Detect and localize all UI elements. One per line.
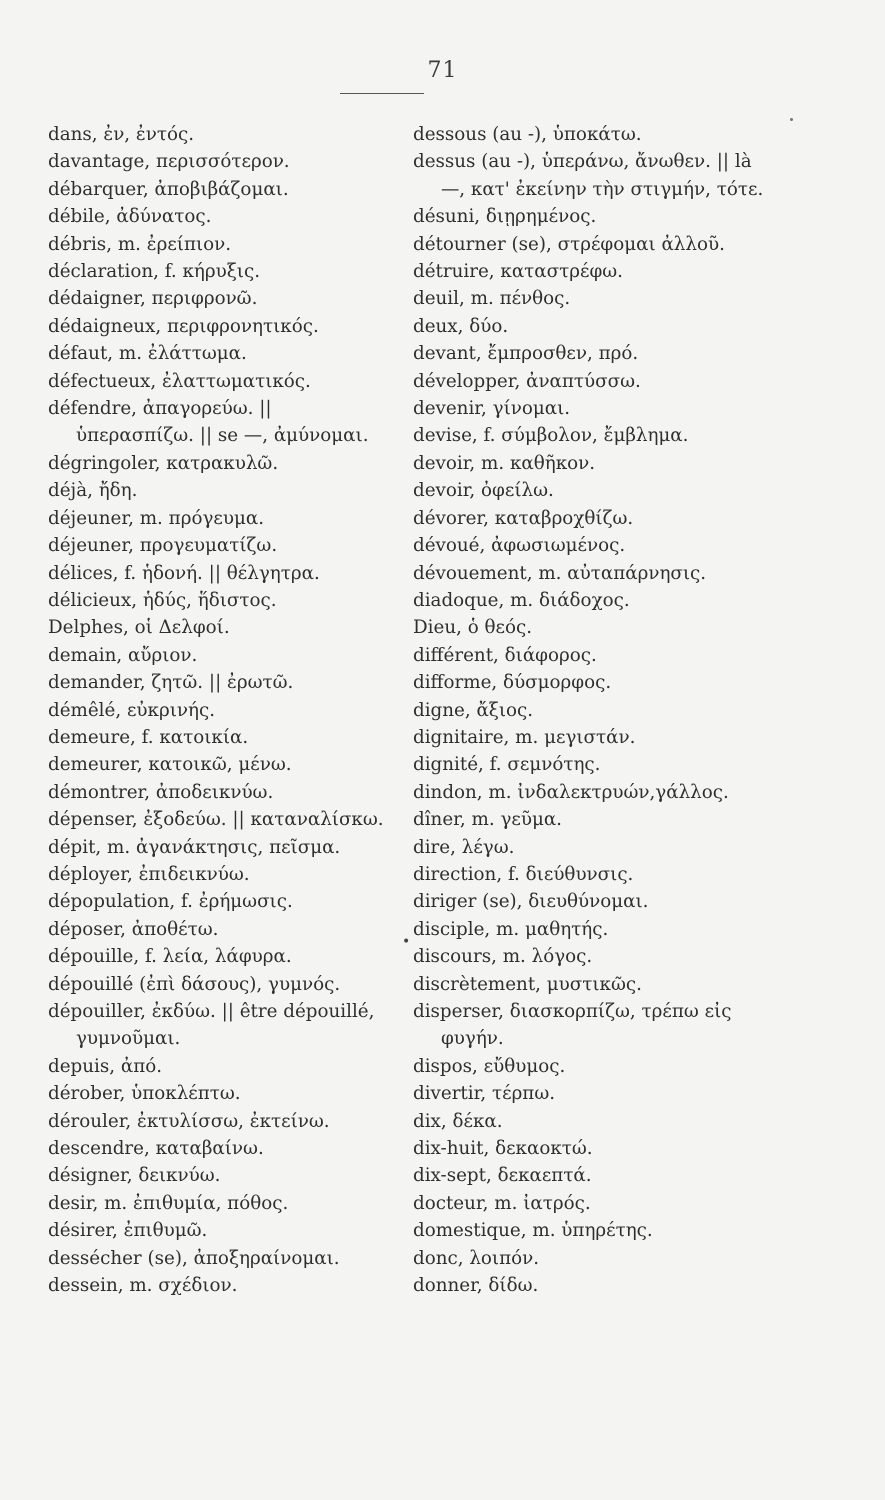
dictionary-entry: deuil, m. πένθος.	[413, 288, 571, 310]
dictionary-entry: dire, λέγω.	[413, 836, 515, 858]
dictionary-entry: dépenser, ἐξοδεύω. || καταναλίσκω.	[48, 809, 384, 831]
dictionary-entry: Dieu, ὁ θεός.	[413, 617, 533, 639]
right-column	[413, 121, 773, 1299]
dictionary-entry: depuis, ἀπό.	[48, 1055, 163, 1077]
margin-mark: •	[402, 934, 411, 950]
dictionary-entry: dispos, εὔθυμος.	[413, 1055, 566, 1077]
dictionary-entry: divertir, τέρπω.	[413, 1083, 556, 1105]
dictionary-entry: dessein, m. σχέδιον.	[48, 1275, 238, 1297]
dictionary-entry: digne, ἄξιος.	[413, 699, 534, 721]
dictionary-entry: dîner, m. γεῦμα.	[413, 809, 562, 831]
dictionary-entry: donner, δίδω.	[413, 1275, 539, 1297]
dictionary-entry: demeurer, κατοικῶ, μένω.	[48, 754, 292, 776]
dictionary-entry: domestique, m. ὑπηρέτης.	[413, 1220, 653, 1242]
dictionary-entry: dans, ἐν, ἐντός.	[48, 124, 195, 145]
dictionary-entry: demain, αὔριον.	[48, 644, 198, 666]
dictionary-entry: diriger (se), διευθύνομαι.	[413, 891, 649, 913]
dictionary-entry: discrètement, μυστικῶς.	[413, 973, 642, 995]
dictionary-entry: délicieux, ἡδύς, ἥδιστος.	[48, 589, 277, 611]
page-number: 71	[427, 58, 458, 83]
dictionary-entry: dindon, m. ἰνδαλεκτρυών,γάλλος.	[413, 781, 729, 803]
dictionary-entry: débile, ἀδύνατος.	[48, 206, 212, 228]
dictionary-entry: devise, f. σύμβολον, ἔμβλημα.	[413, 425, 689, 447]
dictionary-entry: développer, ἀναπτύσσω.	[413, 370, 641, 392]
dictionary-entry: détourner (se), στρέφομαι ἀλλοῦ.	[413, 233, 725, 255]
dictionary-entry: devoir, ὀφείλω.	[413, 480, 554, 502]
dictionary-entry: dévouement, m. αὐταπάρνησις.	[413, 562, 707, 584]
dictionary-entry: dévoué, ἀφωσιωμένος.	[413, 535, 626, 557]
dictionary-entry: démêlé, εὐκρινής.	[48, 699, 216, 721]
dictionary-entry: défectueux, ἐλαττωματικός.	[48, 370, 311, 392]
dictionary-entry: dérober, ὑποκλέπτω.	[48, 1083, 241, 1105]
dictionary-entry: différent, διάφορος.	[413, 644, 597, 666]
dictionary-entry: donc, λοιπόν.	[413, 1247, 540, 1269]
dictionary-entry: difforme, δύσμορφος.	[413, 672, 612, 694]
dictionary-entry: demander, ζητῶ. || ἐρωτῶ.	[48, 672, 294, 694]
dictionary-entry: déployer, ἐπιδεικνύω.	[48, 863, 250, 885]
dictionary-entry: dépouiller, ἐκδύω. || être dépouillé, γυμνοῦμαι.	[48, 1001, 375, 1050]
dictionary-entry: direction, f. διεύθυνσις.	[413, 863, 634, 885]
dictionary-entry: dépit, m. ἀγανάκτησις, πεῖσμα.	[48, 836, 341, 858]
dictionary-entry: débarquer, ἀποβιβάζομαι.	[48, 178, 289, 200]
dictionary-entry: déposer, ἀποθέτω.	[48, 918, 219, 940]
dictionary-entry: dix-huit, δεκαοκτώ.	[413, 1138, 593, 1160]
dictionary-entry: dessécher (se), ἀποξηραίνομαι.	[48, 1247, 340, 1269]
dictionary-entry: devenir, γίνομαι.	[413, 398, 571, 420]
dictionary-entry: dignité, f. σεμνότης.	[413, 754, 601, 776]
dictionary-entry: dix, δέκα.	[413, 1110, 503, 1132]
dictionary-entry: dédaigneux, περιφρονητικός.	[48, 315, 319, 337]
dictionary-entry: dévorer, καταβροχθίζω.	[413, 507, 634, 529]
dictionary-entry: dignitaire, m. μεγιστάν.	[413, 726, 636, 748]
dictionary-entry: déjeuner, m. πρόγευμα.	[48, 507, 264, 529]
dictionary-entry: défaut, m. ἐλάττωμα.	[48, 343, 247, 365]
page-number-rule	[340, 93, 424, 94]
dictionary-entry: dix-sept, δεκαεπτά.	[413, 1165, 592, 1187]
dictionary-entry: déclaration, f. κήρυξις.	[48, 261, 261, 283]
dictionary-entry: davantage, περισσότερον.	[48, 151, 290, 173]
dictionary-entry: dessous (au -), ὑποκάτω.	[413, 124, 642, 145]
dictionary-entry: déjà, ἤδη.	[48, 480, 138, 502]
dictionary-entry: désuni, διῃρημένος.	[413, 206, 597, 228]
print-speck	[790, 118, 793, 121]
dictionary-entry: dépouillé (ἐπὶ δάσους), γυμνός.	[48, 973, 341, 995]
dictionary-entry: désirer, ἐπιθυμῶ.	[48, 1220, 208, 1242]
dictionary-entry: devant, ἔμπροσθεν, πρό.	[413, 343, 639, 365]
dictionary-entry: diadoque, m. διάδοχος.	[413, 589, 630, 611]
dictionary-entry: desir, m. ἐπιθυμία, πόθος.	[48, 1192, 289, 1214]
dictionary-entry: déjeuner, προγευματίζω.	[48, 535, 278, 557]
dictionary-entry: disperser, διασκορπίζω, τρέπω εἰς φυγήν.	[413, 1001, 732, 1050]
dictionary-entry: désigner, δεικνύω.	[48, 1165, 221, 1187]
dictionary-entry: débris, m. ἐρείπιον.	[48, 233, 232, 255]
dictionary-entry: discours, m. λόγος.	[413, 946, 593, 968]
dictionary-entry: devoir, m. καθῆκον.	[413, 452, 596, 474]
dictionary-entry: démontrer, ἀποδεικνύω.	[48, 781, 274, 803]
dictionary-entry: demeure, f. κατοικία.	[48, 726, 249, 748]
dictionary-entry: dégringoler, κατρακυλῶ.	[48, 452, 279, 474]
dictionary-entry: dépopulation, f. ἐρήμωσις.	[48, 891, 293, 913]
dictionary-entry: dérouler, ἐκτυλίσσω, ἐκτείνω.	[48, 1110, 330, 1132]
dictionary-entry: dépouille, f. λεία, λάφυρα.	[48, 946, 292, 968]
dictionary-entry: deux, δύο.	[413, 315, 509, 337]
dictionary-entry: Delphes, οἱ Δελφοί.	[48, 617, 230, 639]
dictionary-entry: dessus (au -), ὑπεράνω, ἄνωθεν. || là —, κατ' ἐκείνην τὴν στιγμήν, τότε.	[413, 151, 764, 200]
dictionary-entry: dédaigner, περιφρονῶ.	[48, 288, 258, 310]
dictionary-entry: descendre, καταβαίνω.	[48, 1138, 264, 1160]
dictionary-entry: détruire, καταστρέφω.	[413, 261, 623, 283]
dictionary-entry: disciple, m. μαθητής.	[413, 918, 609, 940]
dictionary-entry: délices, f. ἡδονή. || θέλγητρα.	[48, 562, 320, 584]
dictionary-entry: défendre, ἀπαγορεύω. || ὑπερασπίζω. || se —, ἀμύνομαι.	[48, 398, 369, 447]
dictionary-entry: docteur, m. ἰατρός.	[413, 1192, 591, 1214]
left-column	[48, 121, 393, 1299]
